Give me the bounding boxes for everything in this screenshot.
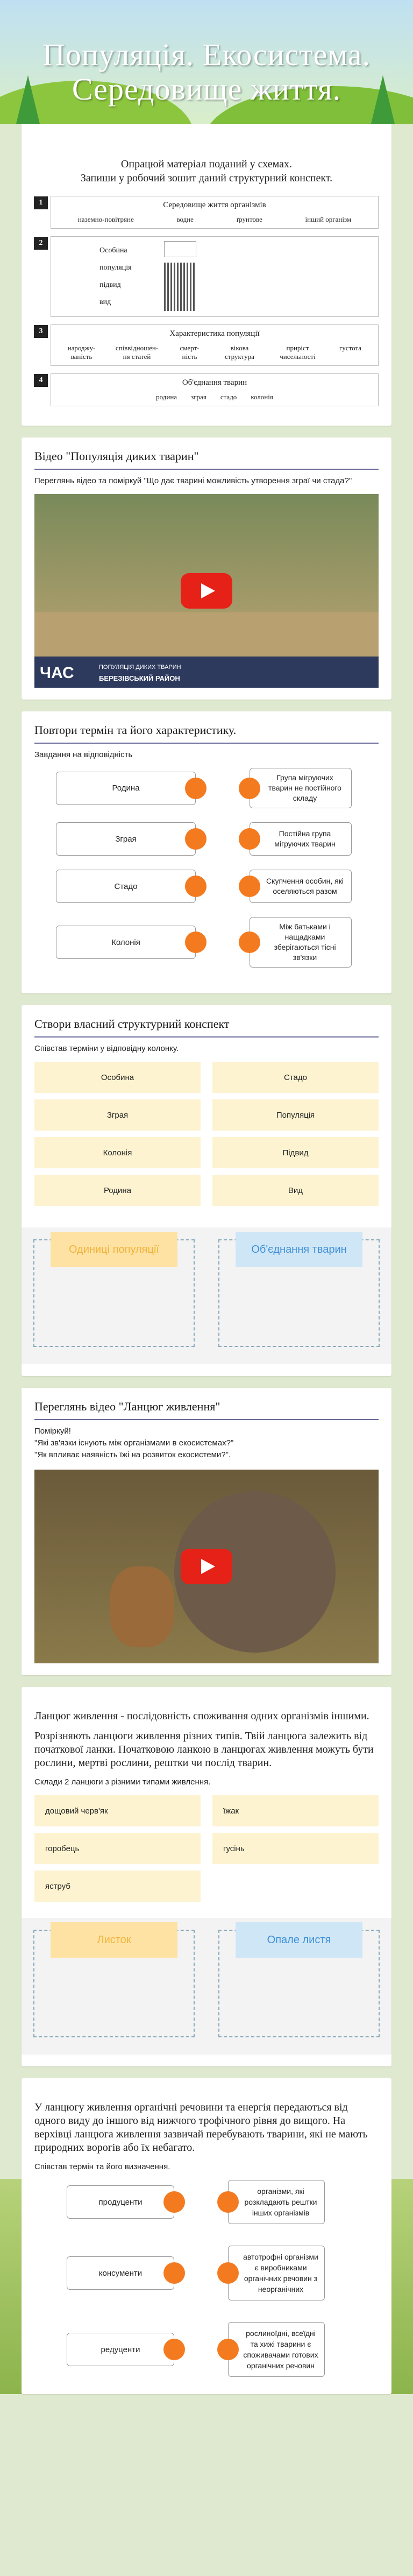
draggable-chip[interactable]: Родина <box>34 1175 201 1206</box>
scheme-image <box>164 241 196 257</box>
terms-card <box>22 711 391 993</box>
drop-zone[interactable] <box>33 1930 195 2037</box>
match-definition[interactable]: рослиноїдні, всеїдні та хижі тварини є споживачами готових органічних речовин <box>228 2322 325 2377</box>
scheme-heading: Об'єднання тварин <box>182 378 247 387</box>
page-title: Популяція. Екосистема. Середовище життя. <box>42 37 371 107</box>
section-description: Завдання на відповідність <box>34 750 133 759</box>
section-description: Співстав терміни у відповідну колонку. <box>34 1044 179 1053</box>
scheme-item: наземно-повітряне <box>77 215 134 223</box>
connector-dot[interactable] <box>163 2262 185 2284</box>
video-caption: БЕРЕЗІВСЬКИЙ РАЙОН <box>99 674 180 682</box>
connector-dot[interactable] <box>239 828 260 850</box>
chain-card <box>22 1687 391 2066</box>
match-definition[interactable]: Скупчення особин, які оселяються разом <box>250 870 352 903</box>
scheme-heading: Характеристика популяції <box>169 329 260 338</box>
energy-card <box>22 2078 391 2394</box>
scheme-item: популяція <box>99 264 132 272</box>
drop-zone[interactable] <box>218 1930 380 2037</box>
connector-dot[interactable] <box>217 2191 239 2213</box>
video-caption: ПОПУЛЯЦІЯ ДИКИХ ТВАРИН <box>99 664 181 671</box>
question-text: Поміркуй! <box>34 1427 71 1436</box>
drop-zone[interactable] <box>33 1239 195 1347</box>
match-term[interactable]: редуценти <box>67 2333 174 2366</box>
scheme-item: колонія <box>251 393 273 401</box>
scheme-item: співвідношен-ня статей <box>115 344 159 361</box>
draggable-chip[interactable]: гусінь <box>212 1833 379 1864</box>
category-label: Листок <box>51 1922 177 1958</box>
connector-dot[interactable] <box>217 2339 239 2360</box>
connector-dot[interactable] <box>163 2339 185 2360</box>
section-description: Переглянь відео та поміркуй "Що дає тварині можливість утворення зграї чи стада?" <box>34 476 352 485</box>
video1-card <box>22 437 391 700</box>
paragraph-text: Розрізняють ланцюги живлення різних типів. Твій ланцюга залежить від початкової ланки. Початковою ланкою в ланцюгах живлення можуть бути рослини, мертві рослини, рештки чи послід тварин. <box>34 1730 374 1769</box>
draggable-chip[interactable]: горобець <box>34 1833 201 1864</box>
scheme-number: 4 <box>34 374 48 387</box>
draggable-chip[interactable]: Особина <box>34 1062 201 1093</box>
scheme-item: Особина <box>99 246 127 255</box>
header-background <box>0 0 413 124</box>
section-description: Співстав термін та його визначення. <box>34 2162 170 2171</box>
scheme-item: водне <box>176 215 194 223</box>
scheme-item: стадо <box>220 393 237 401</box>
scheme-number: 3 <box>34 325 48 338</box>
question-text: "Як впливає наявність їжі на розвиток екосистеми?". <box>34 1450 231 1459</box>
scheme-item: інший організм <box>305 215 352 223</box>
match-term[interactable]: консументи <box>67 2256 174 2290</box>
scheme-2 <box>39 236 379 317</box>
video2-card <box>22 1388 391 1675</box>
category-label: Опале листя <box>236 1922 362 1958</box>
scheme-item: родина <box>156 393 177 401</box>
scheme-1 <box>39 196 379 229</box>
match-term[interactable]: Родина <box>56 772 196 805</box>
scheme-number: 2 <box>34 237 48 250</box>
draggable-chip[interactable]: Стадо <box>212 1062 379 1093</box>
connector-dot[interactable] <box>185 931 206 953</box>
scheme-item: густота <box>339 344 362 352</box>
content-column <box>22 124 391 2394</box>
draggable-chip[interactable]: їжак <box>212 1795 379 1826</box>
connector-dot[interactable] <box>239 778 260 799</box>
video-player[interactable] <box>34 1470 379 1663</box>
video-player[interactable] <box>34 494 379 688</box>
match-term[interactable]: Стадо <box>56 870 196 903</box>
section-heading: Переглянь відео "Ланцюг живлення" <box>34 1400 379 1420</box>
scheme-item: підвид <box>99 281 121 289</box>
scheme-item: вікова структура <box>225 344 254 361</box>
connector-dot[interactable] <box>185 876 206 897</box>
connector-dot[interactable] <box>185 828 206 850</box>
section-heading: Повтори термін та його характеристику. <box>34 723 379 744</box>
draggable-chip[interactable]: дощовий черв'як <box>34 1795 201 1826</box>
draggable-chip[interactable]: Популяція <box>212 1099 379 1131</box>
connector-dot[interactable] <box>239 931 260 953</box>
scheme-item: приріст чисельності <box>280 344 316 361</box>
match-definition[interactable]: організми, які розкладають рештки інших організмів <box>228 2180 325 2224</box>
qr-icon <box>164 263 196 311</box>
drop-zone[interactable] <box>218 1239 380 1347</box>
section-heading: Створи власний структурний конспект <box>34 1017 379 1038</box>
question-text: "Які зв'язки існують між організмами в екосистемах?" <box>34 1438 234 1448</box>
channel-logo: ЧАС <box>40 664 74 682</box>
match-definition[interactable]: Між батьками і нащадками зберігаються тісні зв'язки <box>250 917 352 968</box>
match-definition[interactable]: Постійна група мігруючих тварин <box>250 822 352 856</box>
play-button[interactable] <box>181 1549 232 1584</box>
section-heading: Відео "Популяція диких тварин" <box>34 449 379 470</box>
match-term[interactable]: Колонія <box>56 926 196 959</box>
category-label: Об'єднання тварин <box>236 1232 362 1267</box>
konspekt-card <box>22 1005 391 1376</box>
scheme-item: народжу-ваність <box>67 344 96 361</box>
play-button[interactable] <box>181 573 232 609</box>
paragraph-text: У ланцюгу живлення органічні речовини та енергія передаються від одного виду до іншого від нижчого трофічного рівня до вищого. На верхівці ланцюга живлення зазвичай перебувають тварини, які не мають природних ворогів або їх небагато. <box>34 2101 368 2154</box>
draggable-chip[interactable]: яструб <box>34 1871 201 1902</box>
connector-dot[interactable] <box>217 2262 239 2284</box>
intro-card <box>22 124 391 426</box>
draggable-chip[interactable]: Підвид <box>212 1137 379 1168</box>
scheme-heading: Середовище життя організмів <box>163 201 266 209</box>
scheme-item: зграя <box>191 393 206 401</box>
section-description: Склади 2 ланцюги з різними типами живлення. <box>34 1777 211 1787</box>
match-term[interactable]: Зграя <box>56 822 196 856</box>
connector-dot[interactable] <box>185 778 206 799</box>
definition-text: Ланцюг живлення - послідовність споживання одних організмів іншими. <box>34 1710 369 1722</box>
draggable-chip[interactable]: Колонія <box>34 1137 201 1168</box>
match-definition[interactable]: Група мігруючих тварин не постійного складу <box>250 768 352 808</box>
draggable-chip[interactable]: Вид <box>212 1175 379 1206</box>
intro-text: Опрацюй матеріал поданий у схемах. Запиши у робочий зошит даний структурний конспект. <box>80 158 333 184</box>
draggable-chip[interactable]: Зграя <box>34 1099 201 1131</box>
connector-dot[interactable] <box>239 876 260 897</box>
scheme-4 <box>39 373 379 406</box>
match-definition[interactable]: автотрофні організми є виробниками органічних речовин з неорганічних <box>228 2246 325 2300</box>
scheme-number: 1 <box>34 196 48 209</box>
scheme-3 <box>39 324 379 366</box>
scheme-item: смерт-ність <box>180 344 200 361</box>
scheme-item: вид <box>99 298 111 306</box>
connector-dot[interactable] <box>163 2191 185 2213</box>
category-label: Одиниці популяції <box>51 1232 177 1267</box>
scheme-item: ґрунтове <box>236 215 262 223</box>
match-term[interactable]: продуценти <box>67 2185 174 2219</box>
